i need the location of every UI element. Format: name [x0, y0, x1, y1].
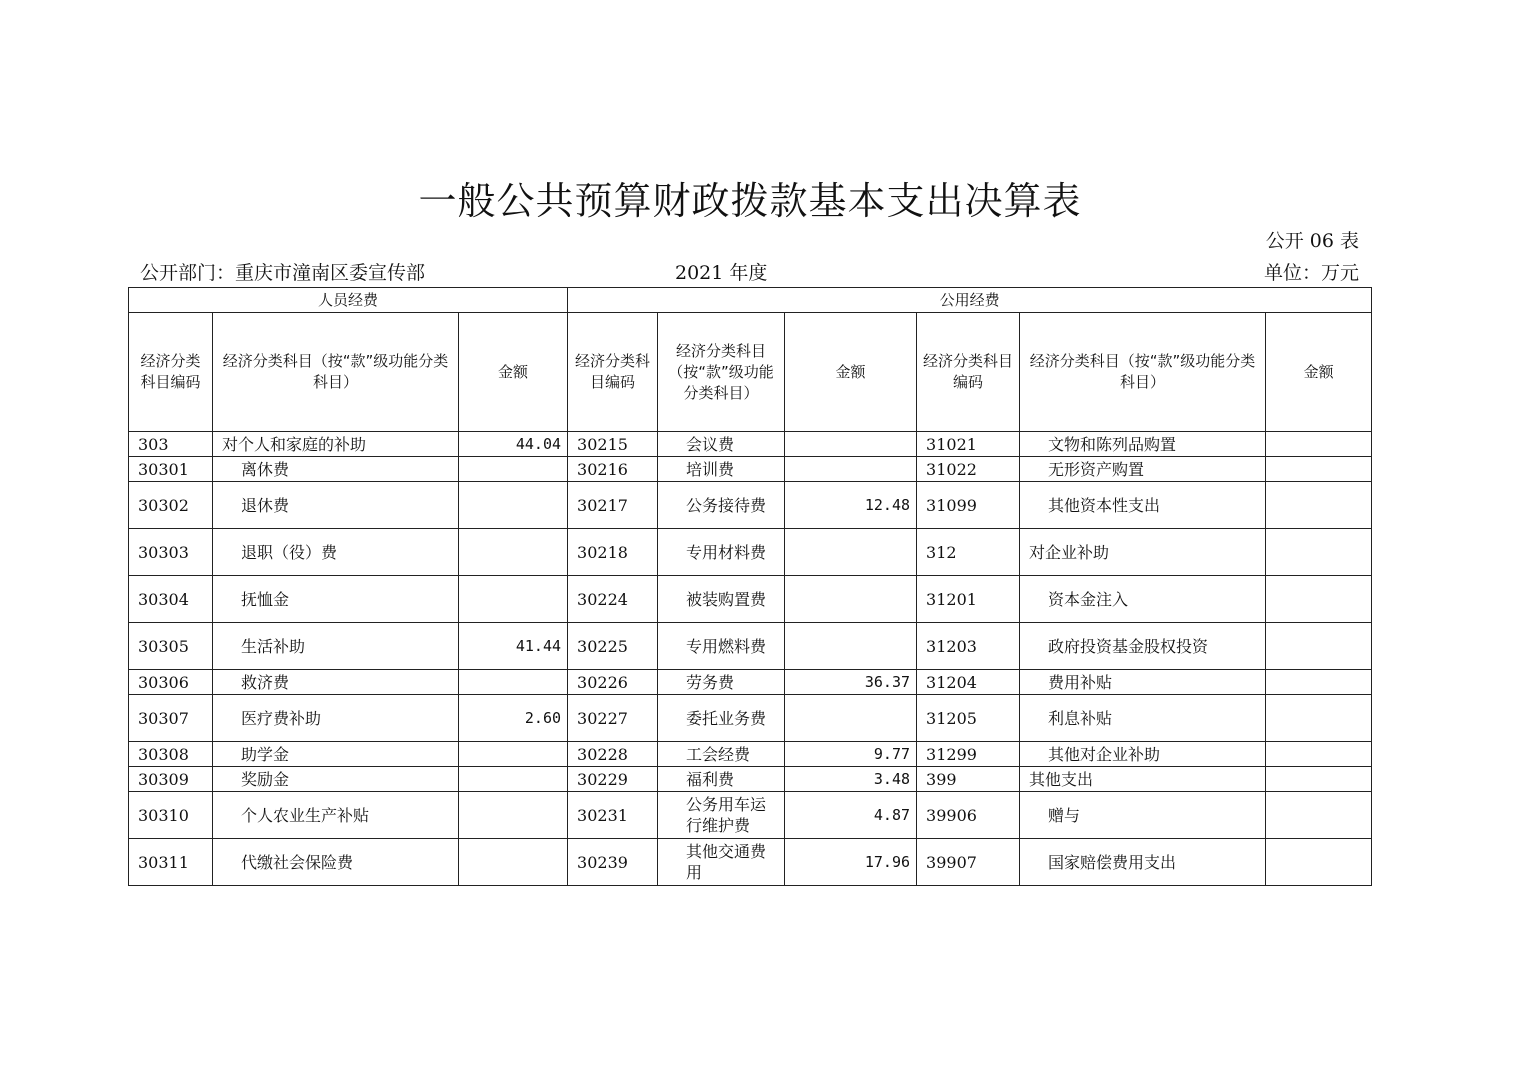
cell-name: 退休费 — [213, 482, 459, 529]
cell-name: 无形资产购置 — [1020, 457, 1266, 482]
col-header-name: 经济分类科目（按“款”级功能分类科目） — [213, 313, 459, 432]
cell-amount: 2.60 — [459, 695, 568, 742]
cell-code: 30311 — [129, 839, 213, 886]
cell-code: 30307 — [129, 695, 213, 742]
cell-amount — [1266, 457, 1372, 482]
cell-code: 30231 — [568, 792, 658, 839]
cell-name: 其他支出 — [1020, 767, 1266, 792]
cell-code: 30215 — [568, 432, 658, 457]
cell-code: 30309 — [129, 767, 213, 792]
group-header-personnel: 人员经费 — [129, 288, 568, 313]
cell-amount: 41.44 — [459, 623, 568, 670]
year-label: 2021 年度 — [675, 262, 768, 284]
cell-name: 赠与 — [1020, 792, 1266, 839]
cell-amount — [785, 432, 917, 457]
cell-name: 其他对企业补助 — [1020, 742, 1266, 767]
group-header-public: 公用经费 — [568, 288, 1372, 313]
unit-label: 单位：万元 — [1263, 262, 1359, 284]
cell-name: 文物和陈列品购置 — [1020, 432, 1266, 457]
cell-code: 31099 — [917, 482, 1020, 529]
cell-code: 30308 — [129, 742, 213, 767]
cell-name: 奖励金 — [213, 767, 459, 792]
col-header-code: 经济分类科目编码 — [917, 313, 1020, 432]
cell-name: 抚恤金 — [213, 576, 459, 623]
col-header-name: 经济分类科目（按“款”级功能分类科目） — [658, 313, 785, 432]
table-row — [129, 839, 1372, 886]
cell-code: 31204 — [917, 670, 1020, 695]
table-number: 公开 06 表 — [1265, 230, 1359, 252]
cell-code: 31021 — [917, 432, 1020, 457]
table-row — [129, 623, 1372, 670]
table-row — [129, 457, 1372, 482]
cell-name: 利息补贴 — [1020, 695, 1266, 742]
cell-name: 被装购置费 — [658, 576, 785, 623]
cell-amount: 12.48 — [785, 482, 917, 529]
department-label: 公开部门：重庆市潼南区委宣传部 — [140, 262, 426, 284]
cell-code: 31201 — [917, 576, 1020, 623]
cell-code: 30228 — [568, 742, 658, 767]
cell-code: 30301 — [129, 457, 213, 482]
cell-amount: 17.96 — [785, 839, 917, 886]
cell-amount — [459, 576, 568, 623]
cell-code: 30226 — [568, 670, 658, 695]
cell-amount — [459, 670, 568, 695]
cell-amount — [785, 695, 917, 742]
cell-name: 对企业补助 — [1020, 529, 1266, 576]
table-row — [129, 482, 1372, 529]
cell-code: 312 — [917, 529, 1020, 576]
col-header-amount: 金额 — [785, 313, 917, 432]
cell-amount — [459, 792, 568, 839]
cell-amount — [785, 529, 917, 576]
cell-code: 30306 — [129, 670, 213, 695]
cell-code: 30216 — [568, 457, 658, 482]
cell-name: 助学金 — [213, 742, 459, 767]
cell-amount — [785, 576, 917, 623]
cell-name: 政府投资基金股权投资 — [1020, 623, 1266, 670]
cell-amount — [459, 742, 568, 767]
cell-amount — [1266, 670, 1372, 695]
cell-name: 公务接待费 — [658, 482, 785, 529]
cell-amount: 4.87 — [785, 792, 917, 839]
cell-amount — [1266, 623, 1372, 670]
cell-amount — [785, 623, 917, 670]
cell-code: 30224 — [568, 576, 658, 623]
cell-code: 39906 — [917, 792, 1020, 839]
cell-code: 30310 — [129, 792, 213, 839]
cell-name: 救济费 — [213, 670, 459, 695]
cell-code: 303 — [129, 432, 213, 457]
report-title: 一般公共预算财政拨款基本支出决算表 — [418, 179, 1082, 223]
table-row — [129, 695, 1372, 742]
cell-name: 其他资本性支出 — [1020, 482, 1266, 529]
cell-code: 30304 — [129, 576, 213, 623]
cell-amount: 36.37 — [785, 670, 917, 695]
cell-code: 30239 — [568, 839, 658, 886]
table-row — [129, 670, 1372, 695]
cell-name: 劳务费 — [658, 670, 785, 695]
cell-amount — [1266, 767, 1372, 792]
cell-code: 31022 — [917, 457, 1020, 482]
cell-amount — [785, 457, 917, 482]
cell-name: 对个人和家庭的补助 — [213, 432, 459, 457]
cell-code: 31203 — [917, 623, 1020, 670]
cell-code: 30305 — [129, 623, 213, 670]
col-header-code: 经济分类科目编码 — [568, 313, 658, 432]
cell-code: 30302 — [129, 482, 213, 529]
cell-amount — [459, 482, 568, 529]
cell-amount — [1266, 695, 1372, 742]
cell-code: 30227 — [568, 695, 658, 742]
cell-amount — [1266, 792, 1372, 839]
cell-amount: 44.04 — [459, 432, 568, 457]
table-row — [129, 767, 1372, 792]
cell-name: 其他交通费用 — [658, 839, 785, 886]
cell-amount — [459, 839, 568, 886]
cell-amount — [1266, 742, 1372, 767]
cell-amount — [1266, 432, 1372, 457]
cell-name: 会议费 — [658, 432, 785, 457]
cell-amount — [459, 767, 568, 792]
table-row — [129, 742, 1372, 767]
cell-name: 资本金注入 — [1020, 576, 1266, 623]
table-row — [129, 529, 1372, 576]
cell-code: 30218 — [568, 529, 658, 576]
cell-name: 福利费 — [658, 767, 785, 792]
cell-code: 399 — [917, 767, 1020, 792]
table-row — [129, 432, 1372, 457]
cell-amount: 9.77 — [785, 742, 917, 767]
col-header-name: 经济分类科目（按“款”级功能分类科目） — [1020, 313, 1266, 432]
cell-amount — [459, 529, 568, 576]
col-header-amount: 金额 — [459, 313, 568, 432]
col-header-amount: 金额 — [1266, 313, 1372, 432]
cell-code: 30217 — [568, 482, 658, 529]
cell-amount — [1266, 576, 1372, 623]
cell-name: 个人农业生产补贴 — [213, 792, 459, 839]
table-row — [129, 792, 1372, 839]
cell-code: 31299 — [917, 742, 1020, 767]
cell-name: 国家赔偿费用支出 — [1020, 839, 1266, 886]
cell-name: 离休费 — [213, 457, 459, 482]
cell-code: 39907 — [917, 839, 1020, 886]
cell-name: 专用材料费 — [658, 529, 785, 576]
table-row — [129, 576, 1372, 623]
cell-name: 培训费 — [658, 457, 785, 482]
cell-amount — [459, 457, 568, 482]
cell-name: 委托业务费 — [658, 695, 785, 742]
expenditure-table — [128, 287, 1372, 886]
cell-code: 30225 — [568, 623, 658, 670]
cell-amount — [1266, 529, 1372, 576]
cell-name: 退职（役）费 — [213, 529, 459, 576]
cell-amount: 3.48 — [785, 767, 917, 792]
cell-code: 31205 — [917, 695, 1020, 742]
cell-name: 生活补助 — [213, 623, 459, 670]
cell-amount — [1266, 839, 1372, 886]
cell-name: 代缴社会保险费 — [213, 839, 459, 886]
cell-amount — [1266, 482, 1372, 529]
col-header-code: 经济分类科目编码 — [129, 313, 213, 432]
cell-name: 工会经费 — [658, 742, 785, 767]
cell-name: 专用燃料费 — [658, 623, 785, 670]
cell-name: 公务用车运行维护费 — [658, 792, 785, 839]
cell-name: 医疗费补助 — [213, 695, 459, 742]
cell-code: 30229 — [568, 767, 658, 792]
cell-code: 30303 — [129, 529, 213, 576]
cell-name: 费用补贴 — [1020, 670, 1266, 695]
